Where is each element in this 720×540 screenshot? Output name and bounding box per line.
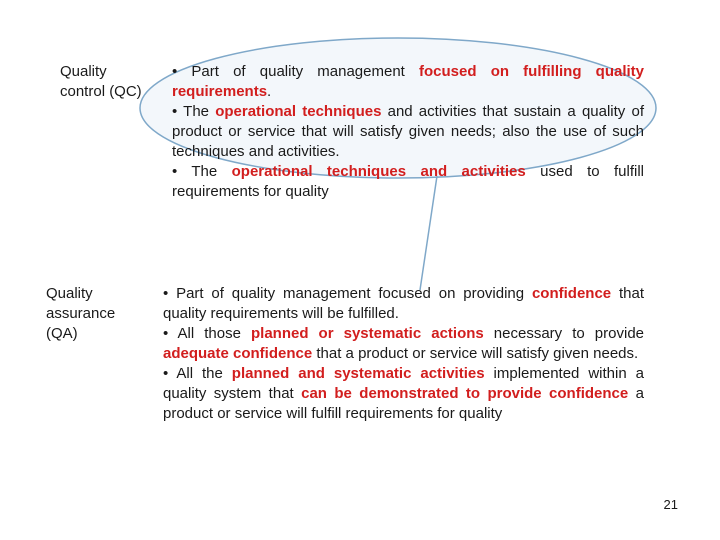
accent-text: adequate confidence [163, 345, 313, 362]
definition-item [163, 364, 644, 424]
definition-text: • All the [163, 365, 232, 382]
definition-text: and activities that sustain a quality of product or service that will satisfy given needs; also the use of such techniques and activities. [172, 103, 644, 160]
definition-text: • Part of quality management [172, 63, 420, 80]
accent-text: focused on fulfilling quality requirements [172, 63, 644, 100]
qa-definitions [163, 284, 644, 424]
definition-text: necessary to provide [483, 325, 645, 342]
qc-definitions [172, 62, 644, 202]
accent-text: can be demonstrated to provide confidence [301, 385, 629, 402]
accent-text: operational techniques [215, 103, 382, 120]
page-number: 21 [663, 497, 678, 512]
definition-text: used to fulfill requirements for quality [172, 163, 644, 200]
definition-text: implemented within a quality system that [163, 365, 644, 402]
qa-term: Quality assurance (QA) [46, 285, 116, 342]
definition-item [163, 324, 644, 364]
accent-text: planned and systematic activities [231, 365, 485, 382]
accent-text: operational techniques and activities [231, 163, 526, 180]
definition-text: • The [172, 163, 232, 180]
definition-text: • All those [163, 325, 251, 342]
definition-text: that quality requirements will be fulfilled. [163, 285, 644, 322]
definition-text: that a product or service will satisfy given needs. [312, 345, 639, 362]
definition-text: a product or service will fulfill requirements for quality [163, 385, 644, 422]
accent-text: planned or systematic actions [250, 325, 484, 342]
definition-item [172, 102, 644, 162]
qc-term: Quality control (QC) [60, 63, 142, 100]
definition-item [172, 162, 644, 202]
definition-text: • Part of quality management focused on providing [163, 285, 532, 302]
accent-text: confidence [531, 285, 612, 302]
definition-item [172, 62, 644, 102]
definition-text: . [267, 83, 272, 100]
definition-text: • The [172, 103, 216, 120]
definition-item [163, 284, 644, 324]
